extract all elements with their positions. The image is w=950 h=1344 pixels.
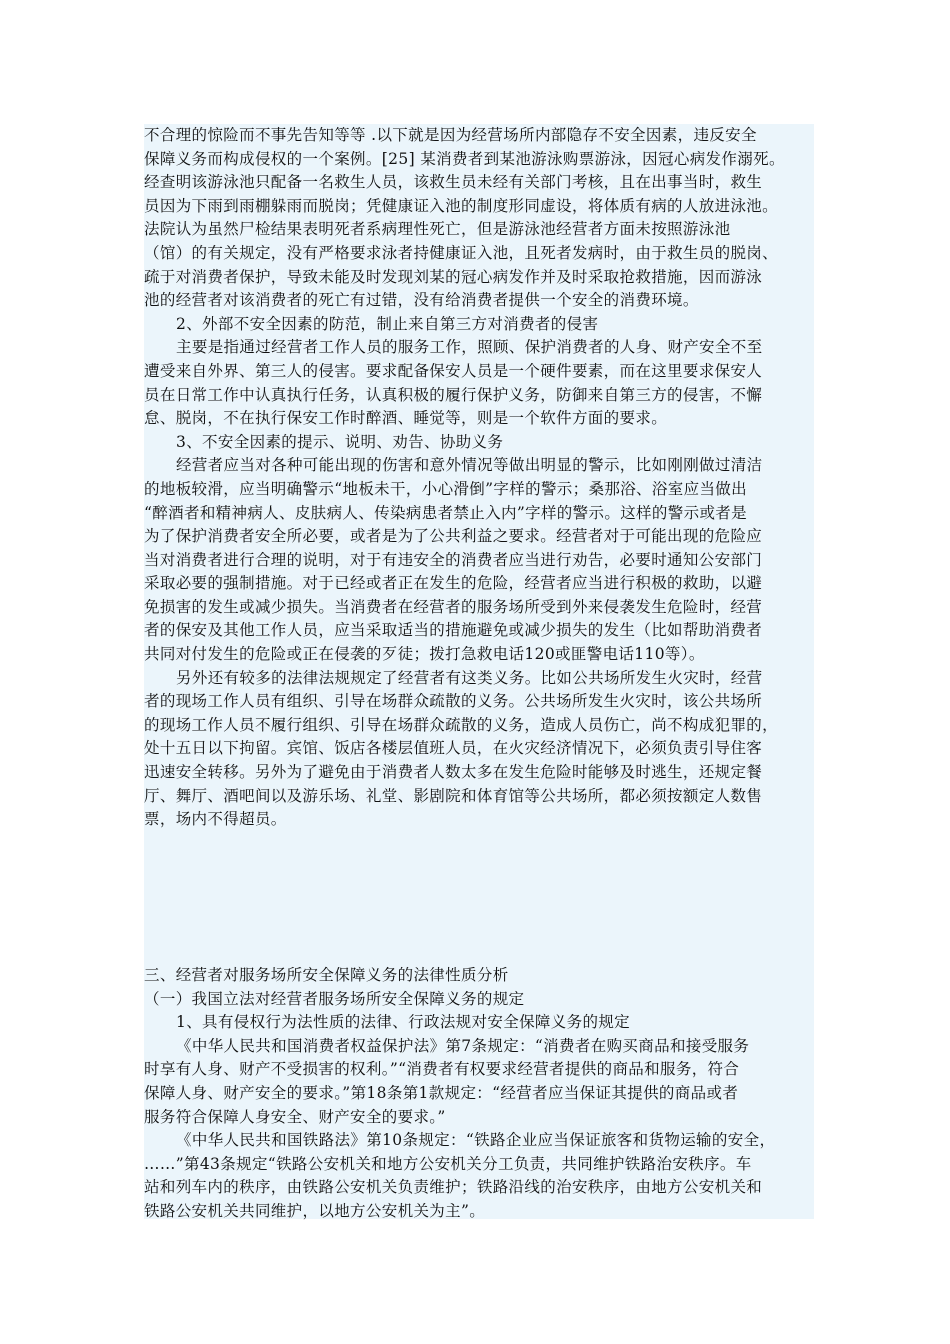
text-line: 免损害的发生或减少损失。当消费者在经营者的服务场所受到外来侵袭发生危险时，经营 (144, 597, 763, 616)
text-line: 《中华人民共和国消费者权益保护法》第7条规定：“消费者在购买商品和接受服务 (176, 1036, 750, 1055)
text-line: 者的保安及其他工作人员，应当采取适当的措施避免或减少损失的发生（比如帮助消费者 (144, 621, 763, 640)
text-line: 遭受来自外界、第三人的侵害。要求配备保安人员是一个硬件要素，而在这里要求保安人 (144, 361, 763, 380)
text-line: 另外还有较多的法律法规规定了经营者有这类义务。比如公共场所发生火灾时，经营 (176, 668, 763, 687)
text-line: 服务符合保障人身安全、财产安全的要求。” (144, 1107, 446, 1126)
text-line: 主要是指通过经营者工作人员的服务工作，照顾、保护消费者的人身、财产安全不至 (176, 338, 763, 357)
section-b (144, 964, 814, 1219)
section-heading: 三、经营者对服务场所安全保障义务的法律性质分析 (144, 966, 509, 984)
text-line: 员因为下雨到雨棚躲雨而脱岗；凭健康证入池的制度形同虚设，将体质有病的人放进泳池。 (144, 196, 779, 215)
text-line: 保障义务而构成侵权的一个案例。[25] 某消费者到某池游泳购票游泳，因冠心病发作溺死。 (144, 149, 785, 168)
text-line: 经营者应当对各种可能出现的伤害和意外情况等做出明显的警示，比如刚刚做过清洁 (176, 456, 763, 475)
text-line: ……”第43条规定“铁路公安机关和地方公安机关分工负责，共同维护铁路治安秩序。车 (144, 1154, 752, 1173)
text-line: 采取必要的强制措施。对于已经或者正在发生的危险，经营者应当进行积极的救助，以避 (144, 574, 763, 593)
text-line: 共同对付发生的危险或正在侵袭的歹徒；拨打急救电话120或匪警电话110等）。 (144, 645, 705, 664)
text-line: 的地板较滑，应当明确警示“地板未干，小心滑倒”字样的警示；桑那浴、浴室应当做出 (144, 479, 748, 498)
text-line: 时享有人身、财产不受损害的权利。”“消费者有权要求经营者提供的商品和服务，符合 (144, 1060, 740, 1079)
text-line: 者的现场工作人员有组织、引导在场群众疏散的义务。公共场所发生火灾时，该公共场所 (144, 692, 763, 711)
subheading: 2、外部不安全因素的防范，制止来自第三方对消费者的侵害 (176, 314, 599, 333)
section-a (144, 124, 814, 964)
subheading: 1、具有侵权行为法性质的法律、行政法规对安全保障义务的规定 (176, 1013, 631, 1032)
text-line: 法院认为虽然尸检结果表明死者系病理性死亡，但是游泳池经营者方面未按照游泳池 (144, 220, 731, 239)
text-line: （馆）的有关规定，没有严格要求泳者持健康证入池，且死者发病时，由于救生员的脱岗、 (144, 243, 779, 262)
subheading: 3、不安全因素的提示、说明、劝告、协助义务 (176, 432, 504, 451)
text-line: 迅速安全转移。另外为了避免由于消费者人数太多在发生危险时能够及时逃生，还规定餐 (144, 763, 763, 782)
blank-space (144, 832, 814, 904)
text-line: 员在日常工作中认真执行任务，认真积极的履行保护义务，防御来自第三方的侵害，不懈 (144, 385, 763, 404)
text-line: 的现场工作人员不履行组织、引导在场群众疏散的义务，造成人员伤亡，尚不构成犯罪的， (144, 715, 779, 734)
text-line: 为了保护消费者安全所必要，或者是为了公共利益之要求。经营者对于可能出现的危险应 (144, 527, 763, 546)
text-line: 怠、脱岗，不在执行保安工作时醉酒、睡觉等，则是一个软件方面的要求。 (144, 409, 668, 428)
text-line: 保障人身、财产安全的要求。”第18条第1款规定：“经营者应当保证其提供的商品或者 (144, 1083, 739, 1102)
text-line: “醉酒者和精神病人、皮肤病人、传染病患者禁止入内”字样的警示。这样的警示或者是 (144, 503, 748, 522)
text-line: 站和列车内的秩序，由铁路公安机关负责维护；铁路沿线的治安秩序，由地方公安机关和 (144, 1178, 763, 1197)
text-line: 票，场内不得超员。 (144, 810, 287, 829)
text-line: 铁路公安机关共同维护，以地方公安机关为主”。 (144, 1201, 486, 1220)
text-line: 经查明该游泳池只配备一名救生人员，该救生员未经有关部门考核，且在出事当时，救生 (144, 173, 763, 192)
section-subheading: （一）我国立法对经营者服务场所安全保障义务的规定 (144, 989, 525, 1008)
text-line: 池的经营者对该消费者的死亡有过错，没有给消费者提供一个安全的消费环境。 (144, 291, 699, 310)
text-line: 当对消费者进行合理的说明，对于有违安全的消费者应当进行劝告，必要时通知公安部门 (144, 550, 763, 569)
text-line: 《中华人民共和国铁路法》第10条规定：“铁路企业应当保证旅客和货物运输的安全， (176, 1131, 776, 1150)
text-line: 疏于对消费者保护，导致未能及时发现刘某的冠心病发作并及时采取抢救措施，因而游泳 (144, 267, 763, 286)
text-line: 厅、舞厅、酒吧间以及游乐场、礼堂、影剧院和体育馆等公共场所，都必须按额定人数售 (144, 786, 763, 805)
text-line: 不合理的惊险而不事先告知等等 .以下就是因为经营场所内部隐存不安全因素，违反安全 (144, 126, 757, 144)
text-line: 处十五日以下拘留。宾馆、饭店各楼层值班人员，在火灾经济情况下，必须负责引导住客 (144, 739, 763, 758)
